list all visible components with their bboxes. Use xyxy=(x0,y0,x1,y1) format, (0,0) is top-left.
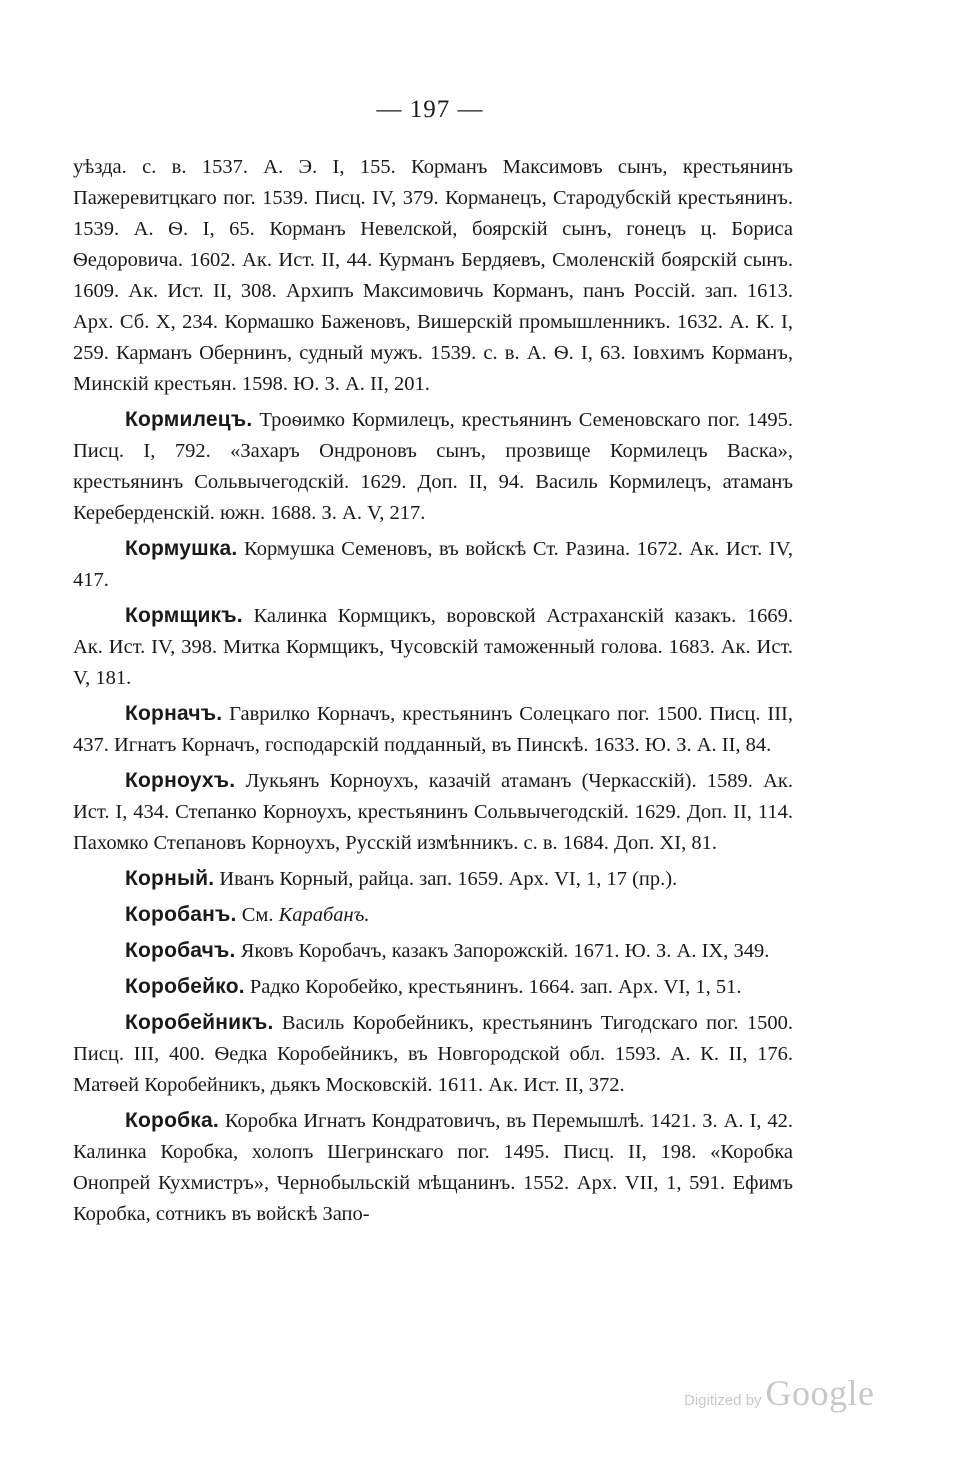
entry-korobeiko xyxy=(73,971,793,1003)
watermark-prefix: Digitized by xyxy=(684,1392,762,1409)
entry-text: Гаврилко Корначъ, крестьянинъ Солецкаго пог. 1500. Писц. III, 437. Игнатъ Корначъ, господарскій подданный, въ Пинскѣ. 1633. Ю. З. А. II, 84. xyxy=(73,703,793,756)
headword: Коробейникъ. xyxy=(125,1011,274,1034)
entry-text: Троѳимко Кормилецъ, крестьянинъ Семеновскаго пог. 1495. Писц. I, 792. «Захаръ Ондроновъ сынъ, прозвище Кормилецъ Васка», крестьянинъ Сольвычегодскій. 1629. Доп. II, 94. Василь Кормилецъ, атаманъ Кереберденскій. южн. 1688. З. А. V, 217. xyxy=(73,409,793,524)
headword: Корноухъ. xyxy=(125,769,236,792)
headword: Кормщикъ. xyxy=(125,604,243,627)
entry-kornoukh xyxy=(73,765,793,859)
entry-korobka xyxy=(73,1105,793,1230)
headword: Коробачъ. xyxy=(125,939,236,962)
headword: Коробанъ. xyxy=(125,903,237,926)
entry-korny xyxy=(73,863,793,895)
entry-text: Яковъ Коробачъ, казакъ Запорожскій. 1671. Ю. З. А. IX, 349. xyxy=(235,940,770,962)
entry-text: Коробка Игнатъ Кондратовичъ, въ Перемышлѣ. 1421. З. А. I, 42. Калинка Коробка, холопъ Шегринскаго пог. 1495. Писц. II, 198. «Коробка Онопрей Кухмистръ», Чернобыльскій мѣщанинъ. 1552. Арх. VII, 1, 591. Ефимъ Коробка, сотникъ въ войскѣ Запо- xyxy=(73,1110,793,1225)
entry-koroban xyxy=(73,899,793,931)
digitized-watermark xyxy=(684,1372,904,1412)
headword: Коробейко. xyxy=(125,975,245,998)
dictionary-text xyxy=(73,152,793,1234)
entry-korobach xyxy=(73,935,793,967)
entry-text: Лукьянъ Корноухъ, казачій атаманъ (Черкасскій). 1589. Ак. Ист. I, 434. Степанко Корноухъ, крестьянинъ Сольвычегодскій. 1629. Доп. II, 114. Пахомко Степановъ Корноухъ, Русскій измѣнникъ. с. в. 1684. Доп. XI, 81. xyxy=(73,770,793,854)
entry-text: Радко Коробейко, крестьянинъ. 1664. зап. Арх. VI, 1, 51. xyxy=(244,976,742,998)
watermark-brand: Google xyxy=(765,1373,875,1413)
entry-text: Кормушка Семеновъ, въ войскѣ Ст. Разина. 1672. Ак. Ист. IV, 417. xyxy=(73,538,793,591)
entry-text: Калинка Кормщикъ, воровской Астраханскій казакъ. 1669. Ак. Ист. IV, 398. Митка Кормщикъ, Чусовскій таможенный голова. 1683. Ак. Ист. V, 181. xyxy=(73,605,793,689)
headword: Коробка. xyxy=(125,1109,219,1132)
entry-kormshchik xyxy=(73,600,793,694)
entry-kormushka xyxy=(73,533,793,596)
cross-reference: Карабанъ. xyxy=(278,904,370,926)
headword: Кормушка. xyxy=(125,537,238,560)
entry-kornach xyxy=(73,698,793,761)
headword: Кормилецъ. xyxy=(125,408,253,431)
page-number: — 197 — xyxy=(376,96,484,123)
entry-kormilets xyxy=(73,404,793,529)
continued-paragraph: уѣзда. с. в. 1537. А. Э. I, 155. Корманъ Максимовъ сынъ, крестьянинъ Пажеревитцкаго пог. 1539. Писц. IV, 379. Корманецъ, Стародубскій крестьянинъ. 1539. А. Ѳ. I, 65. Корманъ Невелской, боярскій сынъ, гонецъ ц. Бориса Ѳедоровича. 1602. Ак. Ист. II, 44. Курманъ Бердяевъ, Смоленскій боярскій сынъ. 1609. Ак. Ист. II, 308. Архипъ Максимовичь Корманъ, панъ Россій. зап. 1613. Арх. Сб. X, 234. Кормашко Баженовъ, Вишерскій промышленникъ. 1632. А. К. I, 259. Карманъ Обернинъ, судный мужъ. 1539. с. в. А. Ѳ. I, 63. Іовхимъ Корманъ, Минскій крестьян. 1598. Ю. З. А. II, 201. xyxy=(73,156,793,395)
entry-text: См. xyxy=(236,904,279,926)
headword: Корный. xyxy=(125,867,215,890)
headword: Корначъ. xyxy=(125,702,223,725)
entry-text: Василь Коробейникъ, крестьянинъ Тигодскаго пог. 1500. Писц. III, 400. Ѳедка Коробейникъ, въ Новгородской обл. 1593. А. К. II, 176. Матѳей Коробейникъ, дьякъ Московскій. 1611. Ак. Ист. II, 372. xyxy=(73,1012,793,1096)
entry-text: Иванъ Корный, райца. зап. 1659. Арх. VI, 1, 17 (пр.). xyxy=(214,868,678,890)
entry-korobeinik xyxy=(73,1007,793,1101)
